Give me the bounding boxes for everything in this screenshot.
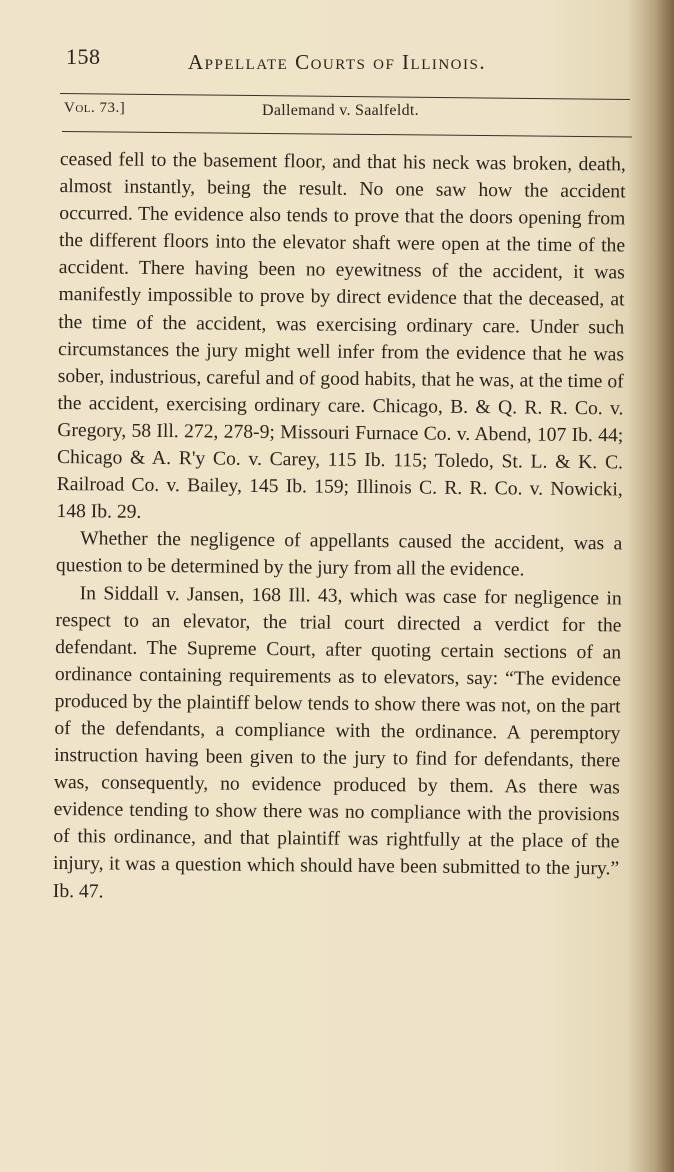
volume-label: Vol. 73.]	[64, 100, 126, 116]
page-header	[66, 44, 626, 84]
subheader-rule	[62, 131, 632, 137]
paragraph-siddall-case: In Siddall v. Jansen, 168 Ill. 43, which was case for negligence in respect to an elevator, the trial court directed a verdict for the defendant. The Supreme Court, after quoting certain sections of an ordinance containing requirements as to elevators, say: “The evidence produced by the plaintiff below tends to show there was not, on the part of the defendants, a compliance with the ordinance. A peremptory instruction having been given to the jury to find for defendants, there was, consequently, no evidence produced by them. As there was evidence tending to show there was no compliance with the provisions of this ordinance, and that plaintiff was rightfully at the place of the injury, it was a question which should have been submitted to the jury.” Ib. 47.	[52, 582, 622, 902]
case-title: Dallemand v. Saalfeldt.	[262, 102, 419, 119]
body-text	[53, 146, 626, 910]
running-title: Appellate Courts of Illinois.	[188, 50, 487, 74]
case-header	[64, 100, 624, 124]
paragraph-negligence-question: Whether the negligence of appellants caused the accident, was a question to be determined by the jury from all the evidence.	[55, 528, 623, 581]
page-number: 158	[66, 44, 101, 69]
header-rule	[60, 93, 630, 100]
paragraph-continued: ceased fell to the basement floor, and that his neck was broken, death, almost instantly, being the result. No one saw how the accident occurred. The evidence also tends to prove that the doors opening from the different floors into the elevator shaft were open at the time of the accident. There having been no eyewitness of the accident, it was manifestly impossible to prove by direct evidence that the deceased, at the time of the accident, was exercising ordinary care. Under such circumstances the jury might well infer from the evidence that he was sober, industrious, careful and of good habits, that he was, at the time of the accident, exercising ordinary care. Chicago, B. & Q. R. R. Co. v. Gregory, 58 Ill. 272, 278-9; Missouri Furnace Co. v. Abend, 107 Ib. 44; Chicago & A. R'y Co. v. Carey, 115 Ib. 115; Toledo, St. L. & K. C. Railroad Co. v. Bailey, 145 Ib. 159; Illinois C. R. R. Co. v. Nowicki, 148 Ib. 29.	[56, 148, 626, 524]
